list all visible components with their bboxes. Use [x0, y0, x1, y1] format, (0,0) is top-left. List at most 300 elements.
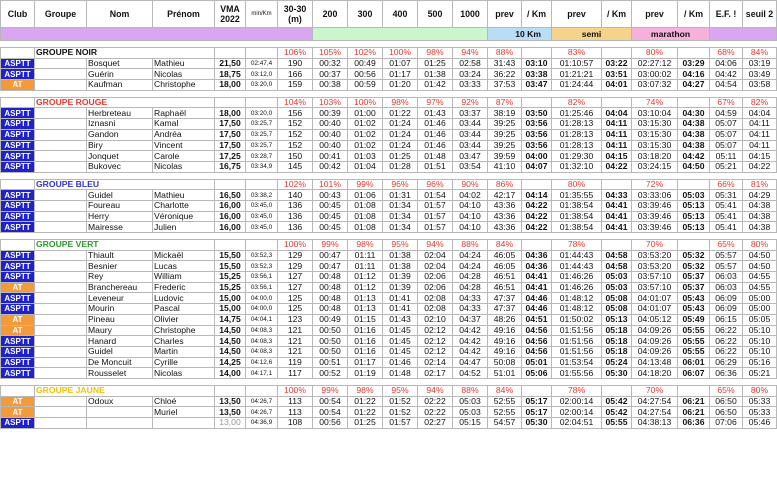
km-semi-cell: 05:08	[602, 304, 632, 315]
col-groupe: Groupe	[35, 1, 87, 28]
d200-cell: 00:43	[313, 190, 348, 201]
spacer-cell	[710, 172, 743, 179]
d1000-cell: 04:37	[453, 314, 488, 325]
percent-cell: 82%	[552, 97, 602, 108]
seuil-cell: 04:38	[743, 200, 777, 211]
km-10k-cell: 04:22	[522, 211, 552, 222]
km-10k-cell: 05:01	[522, 357, 552, 368]
prev-10k-cell: 43:36	[488, 211, 522, 222]
empty-cell	[678, 97, 710, 108]
seuil-cell: 04:15	[743, 151, 777, 162]
empty-cell	[522, 240, 552, 251]
club-badge: ASPTT	[1, 336, 35, 347]
d300-cell: 01:12	[348, 272, 383, 283]
prenom-cell: Cyrille	[153, 357, 215, 368]
d500-cell: 01:46	[418, 119, 453, 130]
d200-cell: 00:51	[313, 357, 348, 368]
km-10k-cell: 04:14	[522, 190, 552, 201]
prenom-cell: Charles	[153, 336, 215, 347]
prev-semi-cell: 01:28:13	[552, 140, 602, 151]
prev-semi-cell: 02:04:51	[552, 418, 602, 429]
km-marathon-cell: 04:42	[678, 151, 710, 162]
ef-cell: 06:22	[710, 325, 743, 336]
km-semi-cell: 03:22	[602, 58, 632, 69]
runner-row	[1, 261, 777, 272]
col-club: Club	[1, 1, 35, 28]
d1000-cell: 03:37	[453, 108, 488, 119]
groupe-cell	[35, 58, 87, 69]
t3030-cell: 127	[278, 272, 313, 283]
d500-cell: 01:57	[418, 211, 453, 222]
runner-row	[1, 368, 777, 379]
d400-cell: 01:22	[383, 108, 418, 119]
min-km-cell: 03:45,0	[246, 211, 278, 222]
prenom-cell: Chloé	[153, 396, 215, 407]
nom-cell: Foureau	[87, 200, 153, 211]
min-km-cell: 04:36,9	[246, 418, 278, 429]
t3030-cell: 145	[278, 161, 313, 172]
km-10k-cell: 03:47	[522, 80, 552, 91]
prenom-cell: Véronique	[153, 211, 215, 222]
empty-cell	[678, 48, 710, 59]
km-semi-cell: 05:30	[602, 368, 632, 379]
d500-cell: 01:42	[418, 80, 453, 91]
seuil-cell: 04:11	[743, 119, 777, 130]
runner-row	[1, 129, 777, 140]
percent-cell: 97%	[418, 97, 453, 108]
band-row	[1, 28, 777, 41]
km-marathon-cell: 06:21	[678, 396, 710, 407]
nom-cell: Iznasni	[87, 119, 153, 130]
empty-cell	[246, 179, 278, 190]
groupe-cell	[35, 119, 87, 130]
spacer-cell	[453, 172, 488, 179]
nom-cell: Branchereau	[87, 282, 153, 293]
d1000-cell: 03:44	[453, 140, 488, 151]
d400-cell: 01:24	[383, 140, 418, 151]
t3030-cell: 117	[278, 368, 313, 379]
km-marathon-cell: 04:16	[678, 69, 710, 80]
km-marathon-cell: 05:43	[678, 304, 710, 315]
percent-cell: 68%	[710, 48, 743, 59]
d1000-cell: 04:10	[453, 222, 488, 233]
groupe-cell	[35, 129, 87, 140]
min-km-cell: 04:17,1	[246, 368, 278, 379]
prev-marathon-cell: 03:15:30	[632, 129, 678, 140]
km-marathon-cell: 03:29	[678, 58, 710, 69]
prev-semi-cell: 01:24:44	[552, 80, 602, 91]
d300-cell: 01:25	[348, 418, 383, 429]
vma-cell: 15,25	[215, 282, 246, 293]
km-semi-cell: 05:55	[602, 418, 632, 429]
nom-cell: Thiault	[87, 250, 153, 261]
percent-cell: 72%	[632, 179, 678, 190]
percent-cell: 98%	[418, 48, 453, 59]
seuil-cell: 04:38	[743, 211, 777, 222]
nom-cell: Bosquet	[87, 58, 153, 69]
nom-cell: Biry	[87, 140, 153, 151]
runner-row	[1, 346, 777, 357]
d300-cell: 01:16	[348, 336, 383, 347]
t3030-cell: 152	[278, 140, 313, 151]
col-vma: VMA 2022	[215, 1, 246, 28]
ef-cell: 05:07	[710, 119, 743, 130]
percent-cell: 100%	[278, 385, 313, 396]
prev-semi-cell: 02:00:14	[552, 396, 602, 407]
ef-cell: 04:06	[710, 58, 743, 69]
d200-cell: 00:48	[313, 272, 348, 283]
ef-cell: 06:03	[710, 272, 743, 283]
runner-row	[1, 418, 777, 429]
d400-cell: 01:34	[383, 200, 418, 211]
seuil-cell: 04:50	[743, 250, 777, 261]
club-badge: ASPTT	[1, 368, 35, 379]
prev-10k-cell: 39:59	[488, 151, 522, 162]
prev-marathon-cell: 03:57:10	[632, 282, 678, 293]
empty-cell	[522, 48, 552, 59]
d1000-cell: 04:02	[453, 190, 488, 201]
d1000-cell: 04:24	[453, 261, 488, 272]
club-badge: AT	[1, 407, 35, 418]
runner-row	[1, 396, 777, 407]
nom-cell: Gandon	[87, 129, 153, 140]
nom-cell: Jonquet	[87, 151, 153, 162]
prev-marathon-cell: 03:53:20	[632, 250, 678, 261]
prenom-cell: Vincent	[153, 140, 215, 151]
d200-cell: 00:41	[313, 151, 348, 162]
km-semi-cell: 04:11	[602, 119, 632, 130]
spacer-cell	[278, 172, 313, 179]
spacer-cell	[1, 378, 35, 385]
percent-cell: 105%	[313, 48, 348, 59]
col-nom: Nom	[87, 1, 153, 28]
km-10k-cell: 04:07	[522, 161, 552, 172]
min-km-cell: 03:28,7	[246, 151, 278, 162]
spacer-cell	[215, 378, 246, 385]
prev-semi-cell: 01:35:55	[552, 190, 602, 201]
d500-cell: 02:22	[418, 407, 453, 418]
prev-semi-cell: 01:44:43	[552, 261, 602, 272]
band-purple-right	[710, 28, 777, 41]
prev-10k-cell: 52:55	[488, 396, 522, 407]
spacer-cell	[552, 172, 602, 179]
km-semi-cell: 04:04	[602, 108, 632, 119]
d300-cell: 01:22	[348, 396, 383, 407]
d1000-cell: 03:24	[453, 69, 488, 80]
runner-row	[1, 407, 777, 418]
runner-row	[1, 357, 777, 368]
club-badge: ASPTT	[1, 161, 35, 172]
runner-row	[1, 211, 777, 222]
km-10k-cell: 03:50	[522, 108, 552, 119]
col-300: 300	[348, 1, 383, 28]
prev-10k-cell: 39:25	[488, 129, 522, 140]
km-10k-cell: 04:56	[522, 346, 552, 357]
percent-cell: 98%	[348, 240, 383, 251]
empty-cell	[215, 48, 246, 59]
km-semi-cell: 05:18	[602, 336, 632, 347]
percent-cell: 70%	[632, 385, 678, 396]
ef-cell: 04:42	[710, 69, 743, 80]
d300-cell: 01:22	[348, 407, 383, 418]
d300-cell: 01:16	[348, 325, 383, 336]
prev-semi-cell: 01:28:13	[552, 129, 602, 140]
vma-cell: 17,50	[215, 129, 246, 140]
band-purple	[1, 28, 313, 41]
d500-cell: 01:51	[418, 161, 453, 172]
prev-10k-cell: 41:10	[488, 161, 522, 172]
d300-cell: 01:19	[348, 368, 383, 379]
runner-row	[1, 190, 777, 201]
vma-cell: 14,50	[215, 336, 246, 347]
km-semi-cell: 04:41	[602, 200, 632, 211]
group-name: GROUPE ROUGE	[35, 97, 215, 108]
seuil-cell: 04:29	[743, 190, 777, 201]
t3030-cell: 108	[278, 418, 313, 429]
prev-semi-cell: 01:55:56	[552, 368, 602, 379]
prenom-cell: Mickaël	[153, 250, 215, 261]
spacer-cell	[153, 233, 215, 240]
prev-marathon-cell: 03:15:30	[632, 140, 678, 151]
percent-cell: 88%	[453, 240, 488, 251]
groupe-cell	[35, 293, 87, 304]
club-badge: AT	[1, 314, 35, 325]
empty-cell	[602, 385, 632, 396]
prenom-cell: Carole	[153, 151, 215, 162]
percent-cell: 80%	[552, 179, 602, 190]
d300-cell: 01:08	[348, 222, 383, 233]
prev-10k-cell: 49:16	[488, 336, 522, 347]
prev-10k-cell: 52:55	[488, 407, 522, 418]
spacer-cell	[153, 172, 215, 179]
prenom-cell: Christophe	[153, 80, 215, 91]
groupe-cell	[35, 261, 87, 272]
prev-10k-cell: 36:22	[488, 69, 522, 80]
empty-cell	[602, 48, 632, 59]
min-km-cell: 04:26,7	[246, 396, 278, 407]
club-badge: ASPTT	[1, 108, 35, 119]
ef-cell: 05:57	[710, 261, 743, 272]
group-name: GROUPE JAUNE	[35, 385, 215, 396]
km-10k-cell: 03:56	[522, 140, 552, 151]
percent-cell: 66%	[710, 179, 743, 190]
km-semi-cell: 04:22	[602, 161, 632, 172]
d1000-cell: 02:58	[453, 58, 488, 69]
club-badge: ASPTT	[1, 211, 35, 222]
percent-cell: 99%	[348, 179, 383, 190]
spacer-cell	[522, 41, 552, 48]
d1000-cell: 04:28	[453, 282, 488, 293]
d200-cell: 00:54	[313, 396, 348, 407]
prev-semi-cell: 01:46:26	[552, 272, 602, 283]
percent-cell: 86%	[488, 179, 522, 190]
d1000-cell: 04:47	[453, 357, 488, 368]
percent-cell: 101%	[313, 179, 348, 190]
seuil-cell: 04:11	[743, 129, 777, 140]
vma-cell: 14,50	[215, 325, 246, 336]
prev-semi-cell: 01:48:12	[552, 293, 602, 304]
km-marathon-cell: 05:32	[678, 261, 710, 272]
club-badge: ASPTT	[1, 119, 35, 130]
percent-cell: 78%	[552, 240, 602, 251]
min-km-cell: 03:56,1	[246, 272, 278, 283]
spacer-cell	[602, 41, 632, 48]
club-badge: ASPTT	[1, 129, 35, 140]
prev-marathon-cell: 04:13:48	[632, 357, 678, 368]
runner-row	[1, 325, 777, 336]
ef-cell: 04:59	[710, 108, 743, 119]
km-marathon-cell: 05:37	[678, 282, 710, 293]
percent-cell: 102%	[348, 48, 383, 59]
prev-10k-cell: 46:05	[488, 261, 522, 272]
col-200: 200	[313, 1, 348, 28]
empty-cell	[1, 240, 35, 251]
runner-row	[1, 119, 777, 130]
groupe-cell	[35, 282, 87, 293]
col-ef: E.F. !	[710, 1, 743, 28]
groupe-cell	[35, 161, 87, 172]
t3030-cell: 113	[278, 396, 313, 407]
empty-cell	[678, 385, 710, 396]
runner-row	[1, 336, 777, 347]
prev-semi-cell: 01:50:02	[552, 314, 602, 325]
empty-cell	[678, 240, 710, 251]
vma-cell: 18,75	[215, 69, 246, 80]
prev-marathon-cell: 04:27:54	[632, 407, 678, 418]
d400-cell: 01:34	[383, 222, 418, 233]
percent-cell: 84%	[488, 240, 522, 251]
spacer-cell	[678, 378, 710, 385]
prenom-cell: Frederic	[153, 282, 215, 293]
prev-marathon-cell: 02:27:12	[632, 58, 678, 69]
runner-row	[1, 69, 777, 80]
percent-cell: 96%	[418, 179, 453, 190]
d400-cell: 01:45	[383, 336, 418, 347]
prenom-cell: Charlotte	[153, 200, 215, 211]
prev-10k-cell: 49:16	[488, 346, 522, 357]
percent-cell: 100%	[383, 48, 418, 59]
runner-row	[1, 151, 777, 162]
seuil-cell: 05:21	[743, 368, 777, 379]
ef-cell: 06:09	[710, 293, 743, 304]
min-km-cell: 04:08,3	[246, 336, 278, 347]
km-10k-cell: 04:36	[522, 261, 552, 272]
d1000-cell: 04:52	[453, 368, 488, 379]
percent-cell: 94%	[418, 240, 453, 251]
seuil-cell: 05:10	[743, 346, 777, 357]
nom-cell: Herbreteau	[87, 108, 153, 119]
prev-marathon-cell: 03:07:32	[632, 80, 678, 91]
groupe-cell	[35, 69, 87, 80]
d1000-cell: 04:28	[453, 272, 488, 283]
d200-cell: 00:48	[313, 282, 348, 293]
runner-row	[1, 108, 777, 119]
spacer-cell	[383, 172, 418, 179]
prenom-cell: William	[153, 272, 215, 283]
d400-cell: 01:24	[383, 129, 418, 140]
d1000-cell: 04:42	[453, 336, 488, 347]
d500-cell: 02:22	[418, 396, 453, 407]
prev-10k-cell: 46:51	[488, 282, 522, 293]
km-semi-cell: 04:58	[602, 261, 632, 272]
nom-cell: Odoux	[87, 396, 153, 407]
spacer-cell	[522, 90, 552, 97]
d200-cell: 00:48	[313, 293, 348, 304]
d200-cell: 00:40	[313, 129, 348, 140]
spacer-cell	[215, 233, 246, 240]
groupe-cell	[35, 272, 87, 283]
t3030-cell: 152	[278, 129, 313, 140]
club-badge: ASPTT	[1, 357, 35, 368]
prev-semi-cell: 02:00:14	[552, 407, 602, 418]
d300-cell: 01:02	[348, 140, 383, 151]
group-header-row	[1, 179, 777, 190]
min-km-cell: 04:04,1	[246, 314, 278, 325]
km-marathon-cell: 05:37	[678, 272, 710, 283]
d400-cell: 01:17	[383, 69, 418, 80]
club-badge: AT	[1, 282, 35, 293]
min-km-cell: 03:12,0	[246, 69, 278, 80]
seuil-cell: 05:05	[743, 314, 777, 325]
t3030-cell: 129	[278, 250, 313, 261]
empty-cell	[1, 385, 35, 396]
percent-cell: 78%	[552, 385, 602, 396]
percent-cell: 74%	[632, 97, 678, 108]
km-10k-cell: 03:56	[522, 119, 552, 130]
km-semi-cell: 05:08	[602, 293, 632, 304]
min-km-cell: 03:25,7	[246, 140, 278, 151]
percent-cell: 90%	[453, 179, 488, 190]
prev-semi-cell: 01:38:54	[552, 211, 602, 222]
groupe-cell	[35, 304, 87, 315]
km-10k-cell: 04:46	[522, 304, 552, 315]
t3030-cell: 129	[278, 261, 313, 272]
percent-cell: 83%	[552, 48, 602, 59]
empty-cell	[246, 240, 278, 251]
seuil-cell: 04:38	[743, 222, 777, 233]
d300-cell: 00:56	[348, 69, 383, 80]
spacer-cell	[35, 172, 87, 179]
prev-10k-cell: 39:25	[488, 119, 522, 130]
d200-cell: 00:45	[313, 200, 348, 211]
prev-10k-cell: 51:01	[488, 368, 522, 379]
km-marathon-cell: 06:07	[678, 368, 710, 379]
prev-semi-cell: 01:25:46	[552, 108, 602, 119]
spacer-cell	[743, 172, 777, 179]
nom-cell: Maury	[87, 325, 153, 336]
t3030-cell: 159	[278, 80, 313, 91]
ef-cell: 06:50	[710, 407, 743, 418]
groupe-cell	[35, 222, 87, 233]
prenom-cell: Ludovic	[153, 293, 215, 304]
seuil-cell: 05:16	[743, 357, 777, 368]
percent-cell: 94%	[418, 385, 453, 396]
spacer-cell	[246, 233, 278, 240]
col-prenom: Prénom	[153, 1, 215, 28]
km-marathon-cell: 04:27	[678, 80, 710, 91]
prev-semi-cell: 01:38:54	[552, 200, 602, 211]
km-10k-cell: 05:17	[522, 407, 552, 418]
d400-cell: 01:20	[383, 80, 418, 91]
t3030-cell: 113	[278, 407, 313, 418]
d1000-cell: 05:15	[453, 418, 488, 429]
d300-cell: 00:59	[348, 80, 383, 91]
d300-cell: 01:00	[348, 108, 383, 119]
vma-cell: 21,50	[215, 58, 246, 69]
group-name: GROUPE BLEU	[35, 179, 215, 190]
percent-cell: 96%	[383, 179, 418, 190]
d300-cell: 01:02	[348, 129, 383, 140]
